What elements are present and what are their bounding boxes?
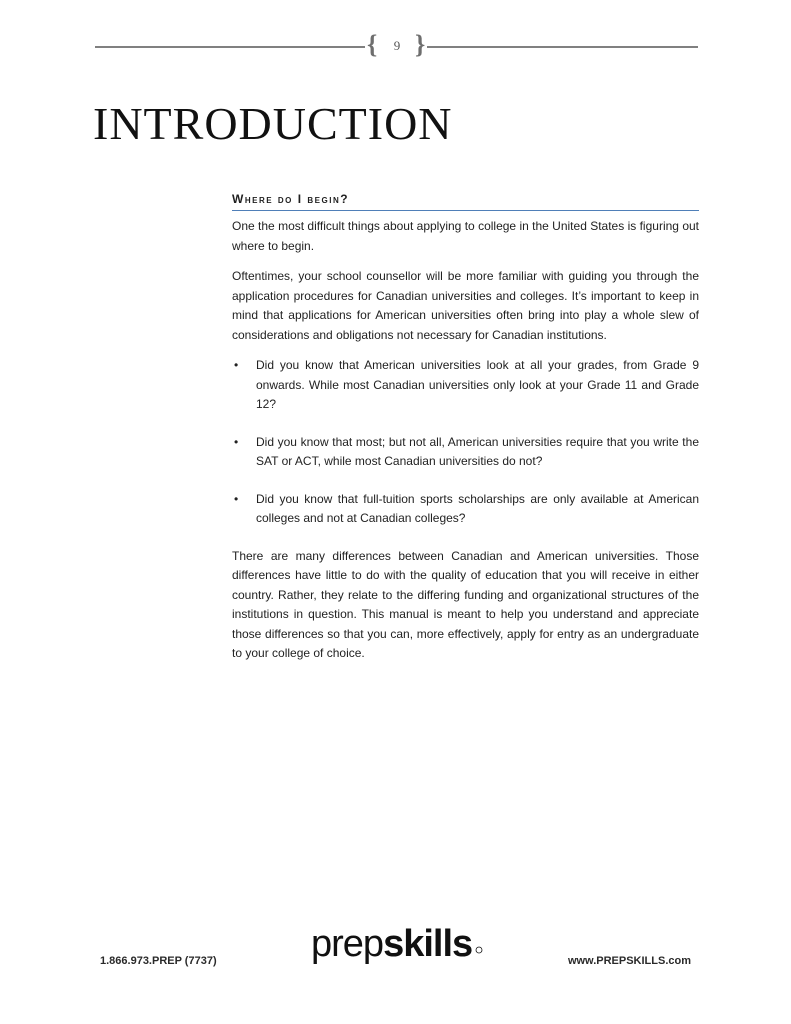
main-content [232, 190, 699, 675]
right-brace-icon: } [415, 30, 426, 59]
page-header [95, 30, 698, 60]
bullet-text: Did you know that most; but not all, American universities require that you write the SAT or ACT, while most Canadian universities do not? [256, 434, 699, 468]
footer-url: www.PREPSKILLS.com [567, 955, 691, 967]
section-heading: Where do I begin? [232, 190, 699, 211]
bullet-text: Did you know that American universities look at all your grades, from Grade 9 onwards. While most Canadian universities only look at your Grade 11 and Grade 12? [256, 358, 699, 411]
header-rule-right [427, 46, 698, 48]
bullet-list [232, 356, 699, 529]
prepskills-logo [311, 922, 486, 972]
page-number: 9 [393, 38, 401, 53]
svg-text:prepskills: prepskills [311, 923, 473, 965]
bullet-icon: • [234, 491, 239, 506]
footer-phone: 1.866.973.PREP (7737) [100, 955, 217, 967]
bullet-icon: • [234, 358, 239, 372]
left-brace-icon: { [367, 30, 378, 59]
bullet-icon: • [234, 434, 239, 449]
paragraph-counsellor: Oftentimes, your school counsellor will be more familiar with guiding you through the application procedures for Canadian universities and colleges. It’s important to keep in mind that applications for American universities often bring into play a whole slew of considerations and obligations not necessary for Canadian institutions. [232, 269, 699, 342]
list-item [232, 433, 699, 472]
list-item [232, 490, 699, 529]
paragraph-closing: There are many differences between Canadian and American universities. Those differences have little to do with the quality of education that you will receive in either country. Rather, they relate to the differing funding and organizational structures of the institutions in question. This manual is meant to help you understand and appreciate those differences so that you can, more effectively, apply for entry as an undergraduate to your college of choice. [232, 548, 699, 660]
page-footer [0, 922, 791, 982]
list-item [232, 356, 699, 415]
paragraph-intro: One the most difficult things about applying to college in the United States is figuring out where to begin. [232, 219, 699, 253]
bullet-text: Did you know that full-tuition sports scholarships are only available at American colleges and not at Canadian colleges? [256, 491, 699, 525]
header-rule-left [95, 46, 365, 48]
page-title: INTRODUCTION [93, 98, 453, 149]
